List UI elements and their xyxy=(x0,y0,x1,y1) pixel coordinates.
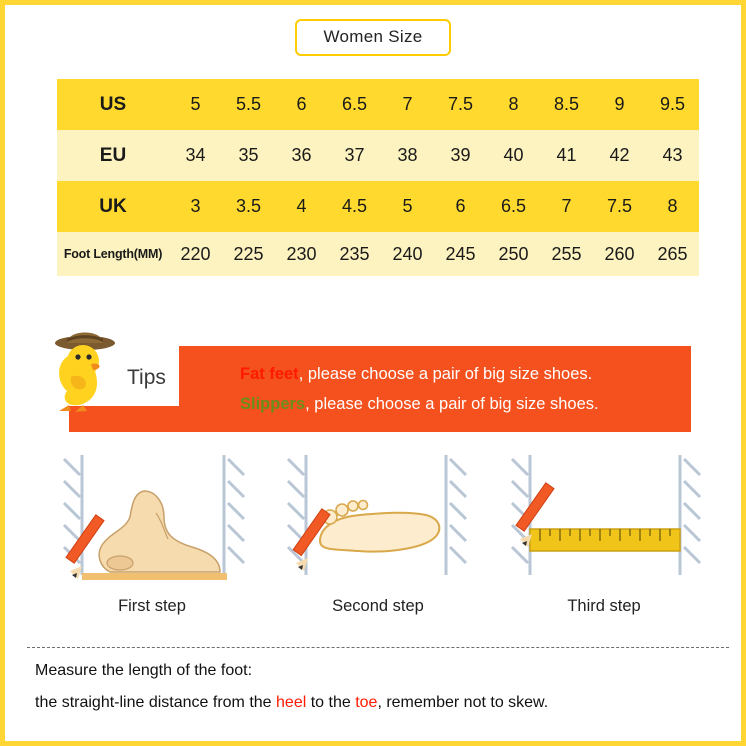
table-cell: 6.5 xyxy=(500,196,527,216)
measure-note xyxy=(35,655,735,719)
tips-line-2-rest: , please choose a pair of big size shoes. xyxy=(305,395,599,413)
step-1-illustration xyxy=(39,455,265,590)
step-3 xyxy=(491,455,717,635)
row-label-uk: UK xyxy=(99,195,127,217)
table-cell: 255 xyxy=(551,243,582,264)
row-label-eu: EU xyxy=(99,144,127,166)
step-1-caption: First step xyxy=(118,597,186,615)
table-cell: 7.5 xyxy=(606,196,633,216)
table-cell: 8 xyxy=(667,196,678,216)
measure-note-line-2 xyxy=(35,687,735,719)
tips-line-2 xyxy=(240,389,690,419)
table-cell: 42 xyxy=(609,145,630,165)
step-2 xyxy=(265,455,491,635)
table-cell: 39 xyxy=(450,145,471,165)
tips-text xyxy=(240,359,690,419)
table-cell: 37 xyxy=(344,145,365,165)
measure-note-line-1: Measure the length of the foot: xyxy=(35,662,253,679)
step-2-caption: Second step xyxy=(332,597,424,615)
step-1 xyxy=(39,455,265,635)
divider xyxy=(27,647,729,648)
table-cell: 7 xyxy=(402,94,413,114)
table-cell: 3 xyxy=(190,196,201,216)
step-2-illustration xyxy=(265,455,491,590)
note-part-c: , remember not to skew. xyxy=(377,694,549,711)
table-cell: 6 xyxy=(296,94,307,114)
table-cell: 36 xyxy=(291,145,312,165)
step-3-caption: Third step xyxy=(567,597,641,615)
tips-line-1-rest: , please choose a pair of big size shoes. xyxy=(298,365,593,383)
table-cell: 7 xyxy=(561,196,572,216)
table-cell: 4 xyxy=(296,196,307,216)
table-cell: 9 xyxy=(614,94,625,114)
table-cell: 225 xyxy=(233,243,264,264)
table-cell: 5 xyxy=(190,94,201,114)
table-cell: 5 xyxy=(402,196,413,216)
table-cell: 250 xyxy=(498,243,529,264)
size-table xyxy=(57,79,699,276)
table-cell: 230 xyxy=(286,243,317,264)
table-row xyxy=(57,181,699,232)
note-part-a: the straight-line distance from the xyxy=(35,694,277,711)
table-cell: 4.5 xyxy=(341,196,368,216)
table-cell: 240 xyxy=(392,243,423,264)
table-cell: 235 xyxy=(339,243,370,264)
table-row xyxy=(57,79,699,130)
table-cell: 35 xyxy=(238,145,259,165)
table-cell: 8.5 xyxy=(553,94,580,114)
table-cell: 3.5 xyxy=(235,196,262,216)
table-cell: 6.5 xyxy=(341,94,368,114)
table-cell: 34 xyxy=(185,145,206,165)
table-cell: 7.5 xyxy=(447,94,474,114)
page-title: Women Size xyxy=(295,19,450,56)
table-cell: 245 xyxy=(445,243,476,264)
table-cell: 43 xyxy=(662,145,683,165)
tips-keyword-slippers: Slippers xyxy=(240,395,306,413)
step-3-illustration xyxy=(491,455,717,590)
note-keyword-toe: toe xyxy=(355,694,378,711)
table-cell: 38 xyxy=(397,145,418,165)
note-part-b: to the xyxy=(306,694,356,711)
measuring-steps xyxy=(39,455,717,635)
table-cell: 9.5 xyxy=(659,94,686,114)
table-cell: 6 xyxy=(455,196,466,216)
table-cell: 220 xyxy=(180,243,211,264)
table-cell: 8 xyxy=(508,94,519,114)
table-cell: 5.5 xyxy=(235,94,262,114)
table-cell: 260 xyxy=(604,243,635,264)
tips-keyword-fat-feet: Fat feet xyxy=(240,365,299,383)
row-label-foot-length: Foot Length(MM) xyxy=(63,247,163,261)
tips-line-1 xyxy=(240,359,690,389)
tips-label: Tips xyxy=(127,366,166,389)
duck-mascot-icon xyxy=(45,321,129,415)
table-cell: 40 xyxy=(503,145,524,165)
table-cell: 41 xyxy=(556,145,577,165)
note-keyword-heel: heel xyxy=(276,694,307,711)
table-row xyxy=(57,130,699,181)
page-title-container xyxy=(5,19,741,56)
table-row xyxy=(57,232,699,276)
row-label-us: US xyxy=(99,93,127,115)
table-cell: 265 xyxy=(657,243,688,264)
